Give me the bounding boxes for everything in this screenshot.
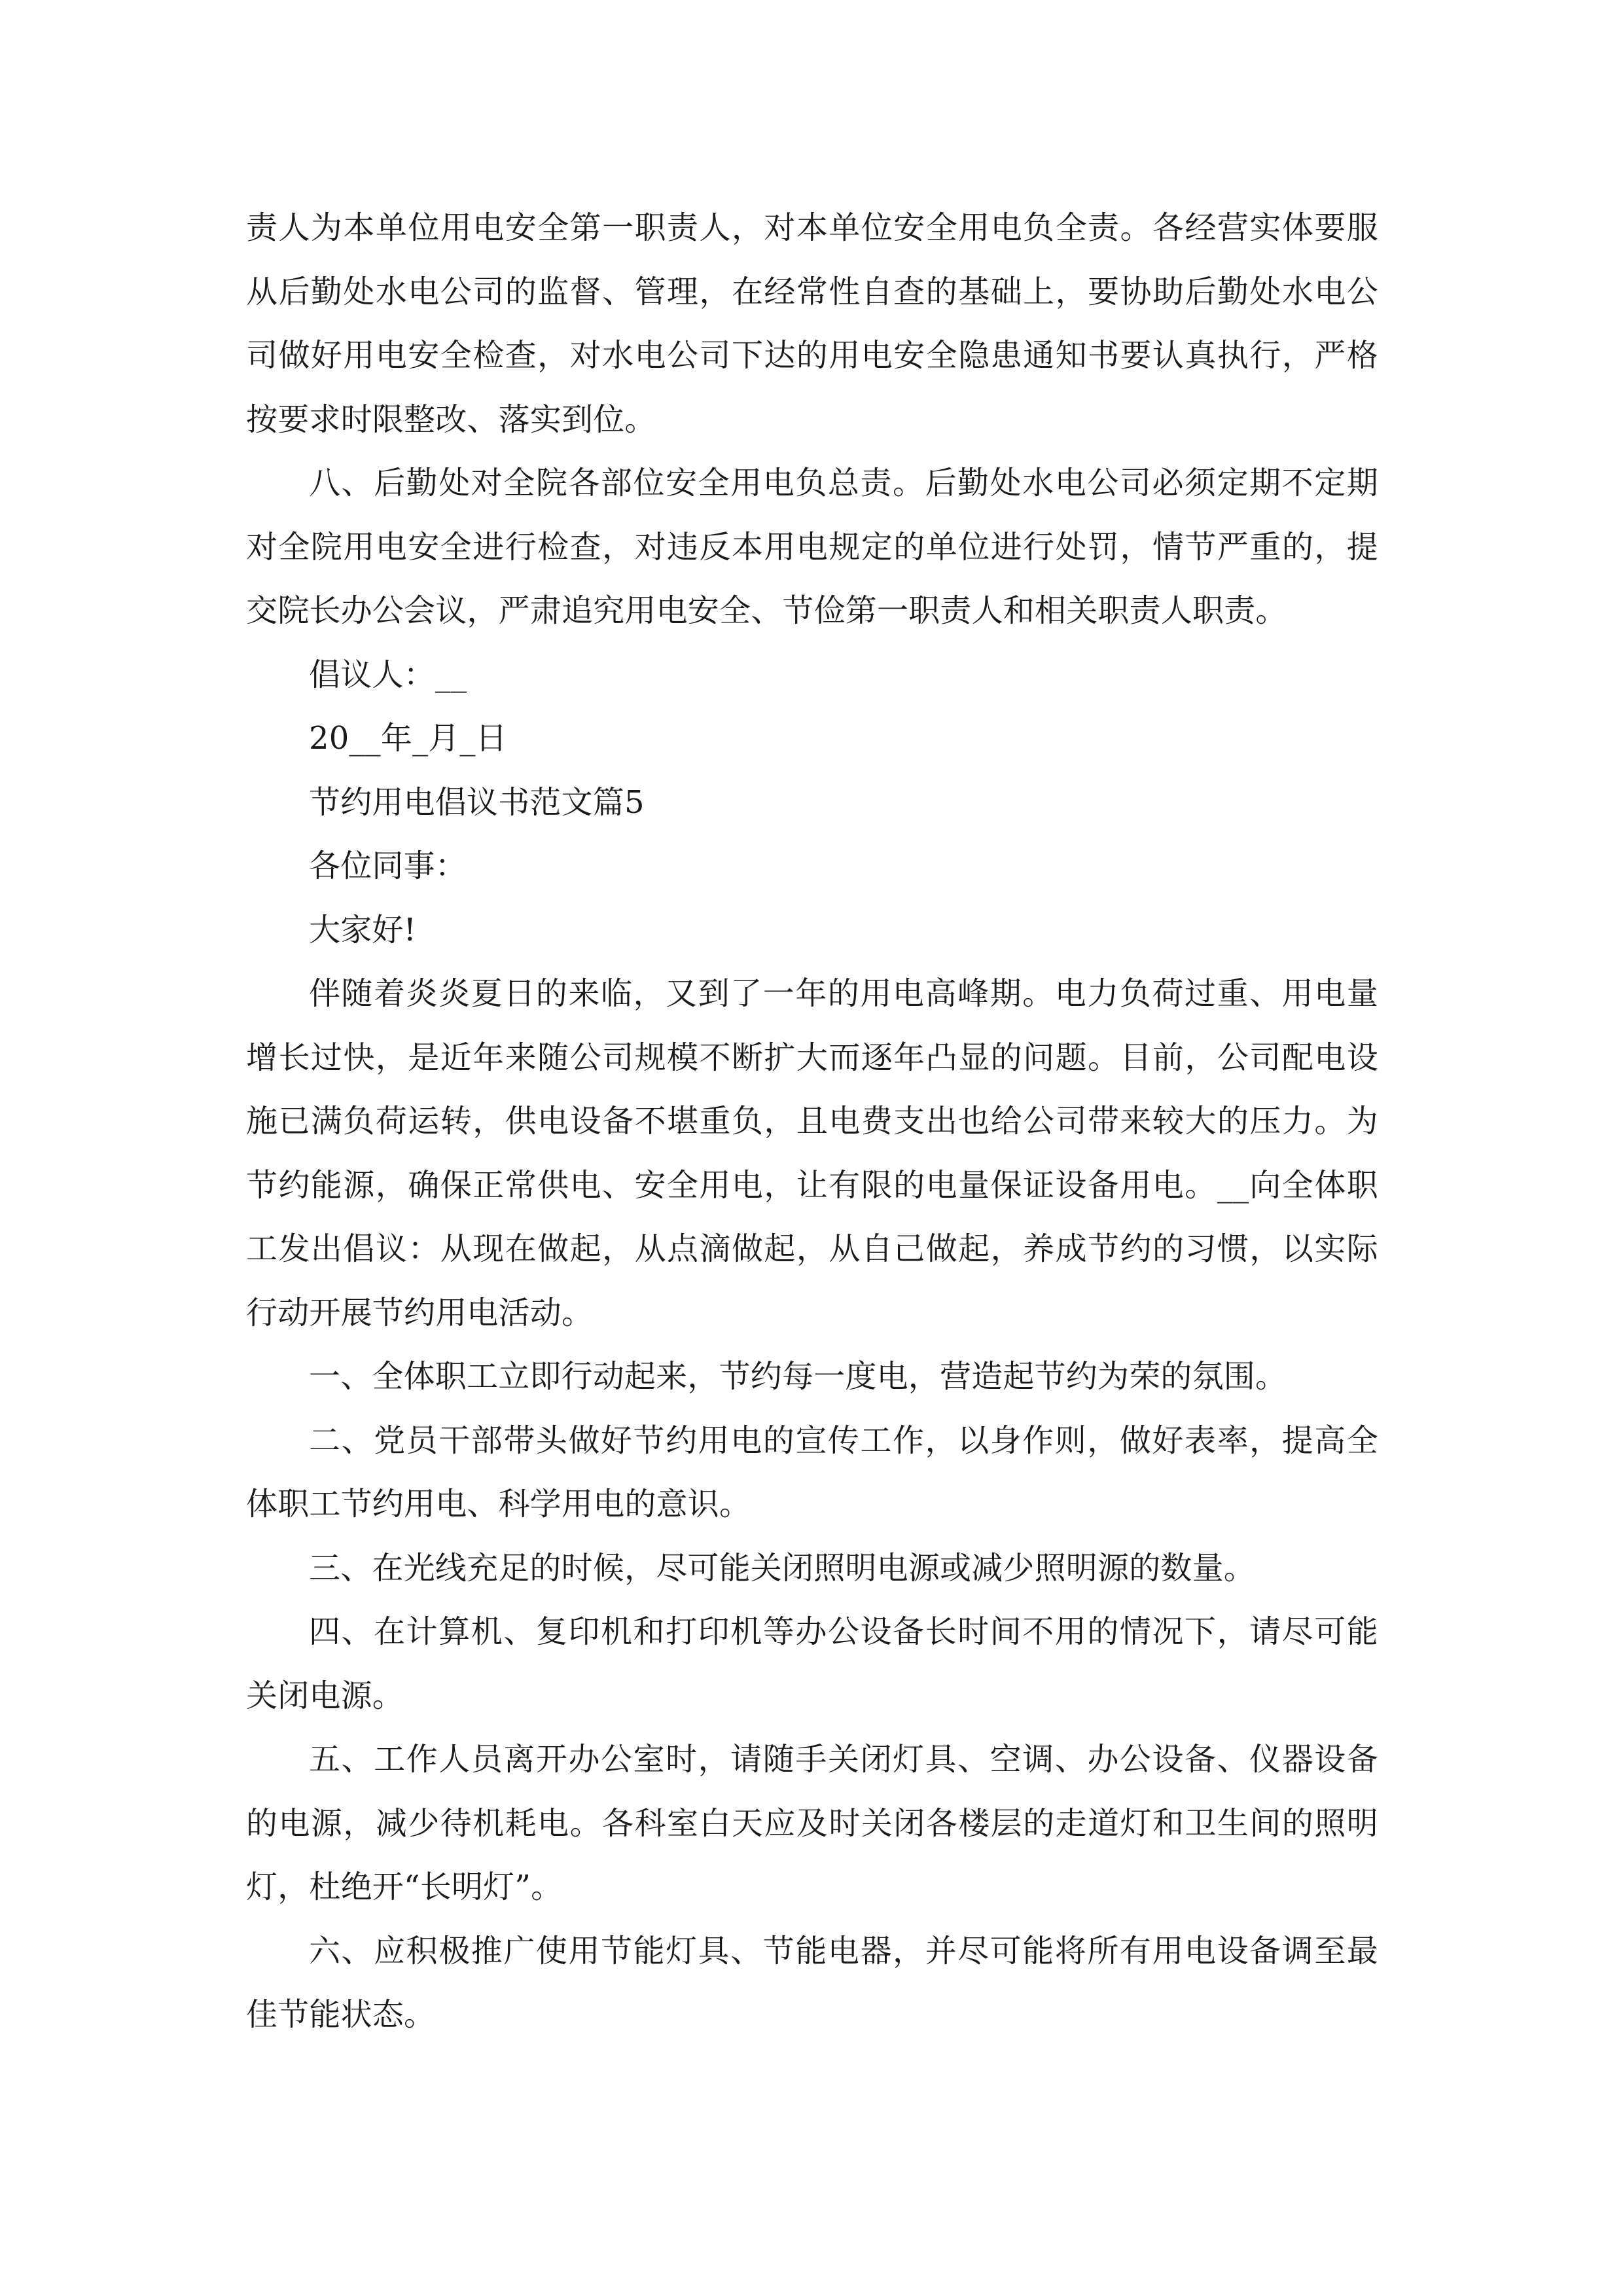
salutation: 各位同事： (309, 848, 467, 884)
paragraph-intro: 伴随着炎炎夏日的来临，又到了一年的用电高峰期。电力负荷过重、用电量增长过快，是近年来随公司规模不断扩大而逐年凸显的问题。目前，公司配电设施已满负荷运转，供电设备不堪重负，且电费支出也给公司带来较大的压力。为节约能源，确保正常供电、安全用电，让有限的电量保证设备用电。__向全体职工发出倡议：从现在做起，从点滴做起，从自己做起，养成节约的习惯，以实际行动开展节约用电活动。 (246, 975, 1378, 1331)
paragraph-item-eight: 八、后勤处对全院各部位安全用电负总责。后勤处水电公司必须定期不定期对全院用电安全进行检查，对违反本用电规定的单位进行处罚，情节严重的，提交院长办公会议，严肃追究用电安全、节俭第一职责人和相关职责人职责。 (246, 465, 1378, 629)
document-body (246, 196, 1378, 2047)
paragraph-item-four: 四、在计算机、复印机和打印机等办公设备长时间不用的情况下，请尽可能关闭电源。 (246, 1613, 1378, 1714)
initiator-line: 倡议人：__ (309, 656, 467, 693)
paragraph-item-one: 一、全体职工立即行动起来，节约每一度电，营造起节约为荣的氛围。 (309, 1358, 1287, 1395)
paragraph-item-three: 三、在光线充足的时候，尽可能关闭照明电源或减少照明源的数量。 (309, 1549, 1256, 1587)
paragraph-item-two: 二、党员干部带头做好节约用电的宣传工作，以身作则，做好表率，提高全体职工节约用电、科学用电的意识。 (246, 1422, 1378, 1522)
paragraph-item-six: 六、应积极推广使用节能灯具、节能电器，并尽可能将所有用电设备调至最佳节能状态。 (246, 1932, 1378, 2033)
section-title: 节约用电倡议书范文篇5 (309, 783, 645, 821)
date-line: 20__年_月_日 (309, 720, 507, 757)
greeting: 大家好! (309, 911, 417, 948)
paragraph-continuation: 责人为本单位用电安全第一职责人，对本单位安全用电负全责。各经营实体要服从后勤处水电公司的监督、管理，在经常性自查的基础上，要协助后勤处水电公司做好用电安全检查，对水电公司下达的用电安全隐患通知书要认真执行，严格按要求时限整改、落实到位。 (246, 209, 1378, 438)
paragraph-item-five: 五、工作人员离开办公室时，请随手关闭灯具、空调、办公设备、仪器设备的电源，减少待机耗电。各科室白天应及时关闭各楼层的走道灯和卫生间的照明灯，杜绝开“长明灯”。 (246, 1741, 1378, 1905)
